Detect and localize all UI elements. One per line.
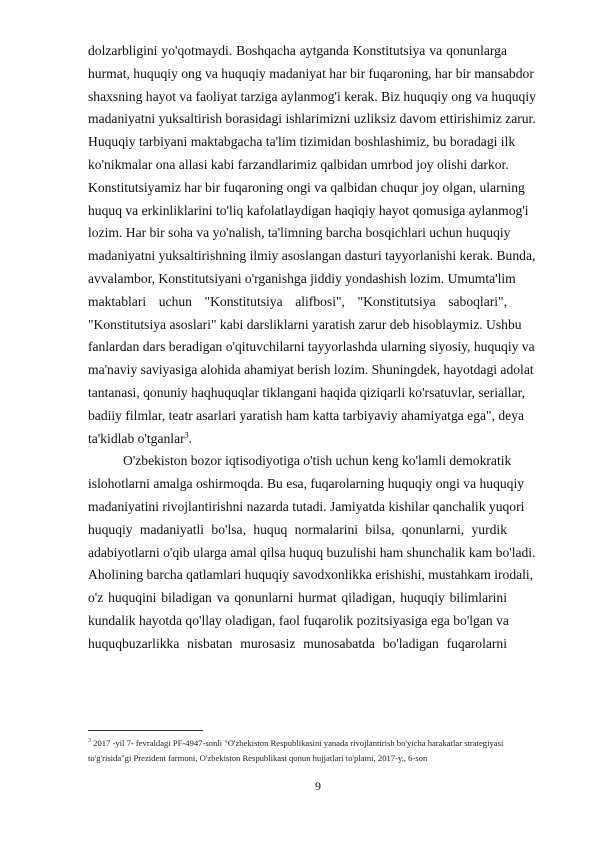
paragraph2-line: kundalik hayotda qo'llay oladigan, faol fuqarolik pozitsiyasiga ega bo'lgan va: [88, 612, 509, 628]
paragraph1-line: Konstitutsiyamiz har bir fuqaroning ongi va qalbidan chuqur joy olgan, ularning: [88, 179, 525, 195]
paragraph1-line: huquq va erkinliklarini to'liq kafolatlaydigan haqiqiy hayot qomusiga aylanmog'i: [88, 202, 529, 218]
paragraph1-line: fanlardan dars beradigan o'qituvchilarni tayyorlashda ularning siyosiy, huquqiy va: [88, 339, 535, 355]
paragraph1-line: lozim. Har bir soha va yo'nalish, ta'limning barcha bosqichlari uchun huquqiy: [88, 225, 511, 241]
body-text: [88, 40, 536, 656]
footnote-line-1: [88, 736, 528, 751]
paragraph1-line: Huquqiy tarbiyani maktabgacha ta'lim tizimidan boshlashimiz, bu boradagi ilk: [88, 134, 516, 150]
paragraph1-line: ma'naviy saviyasiga alohida ahamiyat berish lozim. Shuningdek, hayotdagi adolat: [88, 362, 534, 378]
page-number: 9: [315, 779, 321, 793]
footnote: [88, 736, 528, 766]
paragraph2-line: huquqbuzarlikka nisbatan murosasiz munosabatda bo'ladigan fuqarolarni: [88, 635, 507, 651]
paragraph1-line: hurmat, huquqiy ong va huquqiy madaniyat har bir fuqaroning, har bir mansabdor: [88, 65, 534, 81]
paragraph2-line: madaniyatini rivojlantirishni nazarda tutadi. Jamiyatda kishilar qanchalik yuqori: [88, 498, 525, 514]
paragraph2-line: islohotlarni amalga oshirmoqda. Bu esa, fuqarolarning huquqiy ongi va huquqiy: [88, 476, 525, 492]
paragraph1-line: avvalambor, Konstitutsiyani o'rganishga jiddiy yondashish lozim. Umumta'lim: [88, 270, 516, 286]
footnote-line-2: to'g'risida"gi Prezident farmoni, O'zbekiston Respublikasi qonun hujjatlari to'plami, 2017-y., 6-son: [88, 753, 428, 763]
paragraph2-line: O'zbekiston bozor iqtisodiyotiga o'tish uchun keng ko'lamli demokratik: [123, 453, 512, 469]
paragraph2-line: adabiyotlarni o'qib ularga amal qilsa huquq buzulishi ham shunchalik kam bo'ladi.: [88, 544, 536, 560]
paragraph1-line: tantanasi, qonuniy haqhuquqlar tiklangani haqida qiziqarli ko'rsatuvlar, seriallar,: [88, 384, 525, 400]
paragraph1-line: ko'nikmalar ona allasi kabi farzandlarimiz qalbidan umrbod joy olishi darkor.: [88, 156, 509, 172]
paragraph1-line: "Konstitutsiya asoslari" kabi darsliklarni yaratish zarur deb hisoblaymiz. Ushbu: [88, 316, 522, 332]
paragraph1-line: madaniyatni yuksaltirishning ilmiy asoslangan dasturi tayyorlanishi kerak. Bunda,: [88, 248, 536, 264]
paragraph1-line: maktablari uchun "Konstitutsiya alifbosi", "Konstitutsiya saboqlari",: [88, 293, 507, 309]
footnote-number: 3: [88, 738, 91, 745]
footnote-reference[interactable]: 3: [184, 430, 189, 440]
paragraph2-line: huquqiy madaniyatli bo'lsa, huquq normalarini bilsa, qonunlarni, yurdik: [88, 521, 507, 537]
paragraph1-line: dolzarbligini yo'qotmaydi. Boshqacha aytganda Konstitutsiya va qonunlarga: [88, 43, 507, 58]
paragraph2-line: o'z huquqini biladigan va qonunlarni hurmat qiladigan, huquqiy bilimlarini: [88, 590, 507, 606]
footnote-separator: [88, 730, 203, 731]
paragraph-1: [88, 40, 536, 428]
paragraph1-line: shaxsning hayot va faoliyat tarziga aylanmog'i kerak. Biz huquqiy ong va huquqiy: [88, 88, 536, 104]
paragraph-1-last-line: ta'kidlab o'tganlar$^3$.: [88, 430, 193, 446]
paragraph1-line: badiiy filmlar, teatr asarlari yaratish ham katta tarbiyaviy ahamiyatga ega", deya: [88, 407, 525, 423]
paragraph1-line: madaniyatni yuksaltirish borasidagi ishlarimizni uzliksiz davom ettirishimiz zarur.: [88, 111, 536, 127]
paragraph2-line: Aholining barcha qatlamlari huquqiy savodxonlikka erishishi, mustahkam irodali,: [88, 567, 534, 583]
paragraph-2: [88, 450, 536, 655]
paragraph-1-last-text: ta'kidlab o'tganlar: [88, 430, 185, 446]
footnote-text-1: 2017 -yil 7- fevraldagi PF-4947-sonli "O'zbekiston Respublikasini yanada rivojlantirish bo'yicha harakatlar strategiyasi: [93, 738, 504, 748]
